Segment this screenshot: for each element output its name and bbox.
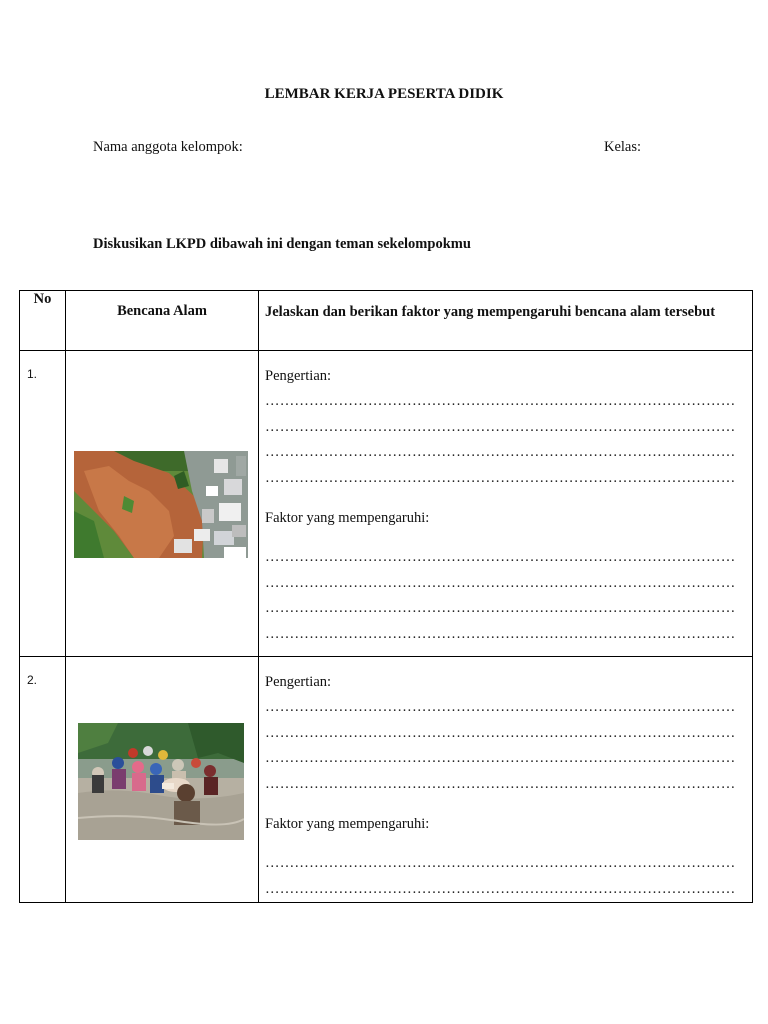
answer-line[interactable]: ……………………………………………………………………………………	[265, 574, 736, 591]
answer-cell	[259, 351, 753, 657]
group-members-label: Nama anggota kelompok:	[93, 139, 243, 155]
header-bencana-label: Bencana Alam	[117, 303, 207, 319]
page-title: LEMBAR KERJA PESERTA DIDIK	[264, 86, 504, 102]
table-row	[20, 657, 753, 903]
header-no: No	[20, 291, 66, 351]
disaster-image-cell	[66, 351, 259, 657]
table-header-row	[20, 291, 753, 351]
faktor-label: Faktor yang mempengaruhi:	[265, 816, 430, 832]
answer-line[interactable]: ……………………………………………………………………………………	[265, 750, 736, 766]
answer-line[interactable]: ……………………………………………………………………………………	[265, 699, 736, 715]
disaster-image-cell	[66, 657, 259, 903]
faktor-label: Faktor yang mempengaruhi:	[265, 510, 430, 526]
landslide-photo	[74, 451, 248, 558]
answer-line[interactable]: ……………………………………………………………………………………	[265, 549, 736, 565]
answer-line[interactable]: ……………………………………………………………………………………	[265, 600, 736, 616]
answer-line[interactable]: ……………………………………………………………………………………	[265, 724, 736, 741]
header-jelaskan: Jelaskan dan berikan faktor yang mempengaruhi bencana alam tersebut	[259, 291, 753, 351]
row-number: 1.	[20, 351, 66, 657]
row-number: 2.	[20, 657, 66, 903]
instruction-text: Diskusikan LKPD dibawah ini dengan teman sekelompokmu	[93, 236, 471, 252]
answer-line[interactable]: ……………………………………………………………………………………	[265, 855, 736, 871]
answer-line[interactable]: ……………………………………………………………………………………	[265, 444, 736, 460]
pengertian-label: Pengertian:	[265, 368, 332, 384]
table-row	[20, 351, 753, 657]
flood-photo	[78, 723, 244, 840]
answer-line[interactable]: ……………………………………………………………………………………	[265, 418, 736, 435]
answer-line[interactable]: ……………………………………………………………………………………	[265, 775, 736, 792]
pengertian-label: Pengertian:	[265, 674, 332, 690]
answer-line[interactable]: ……………………………………………………………………………………	[265, 880, 736, 897]
worksheet-table	[19, 290, 753, 903]
answer-line[interactable]: ……………………………………………………………………………………	[265, 469, 736, 486]
answer-cell	[259, 657, 753, 903]
answer-line[interactable]: ……………………………………………………………………………………	[265, 625, 736, 642]
header-bencana-alam	[66, 291, 259, 351]
answer-line[interactable]: ……………………………………………………………………………………	[265, 393, 736, 409]
class-label: Kelas:	[604, 139, 642, 155]
